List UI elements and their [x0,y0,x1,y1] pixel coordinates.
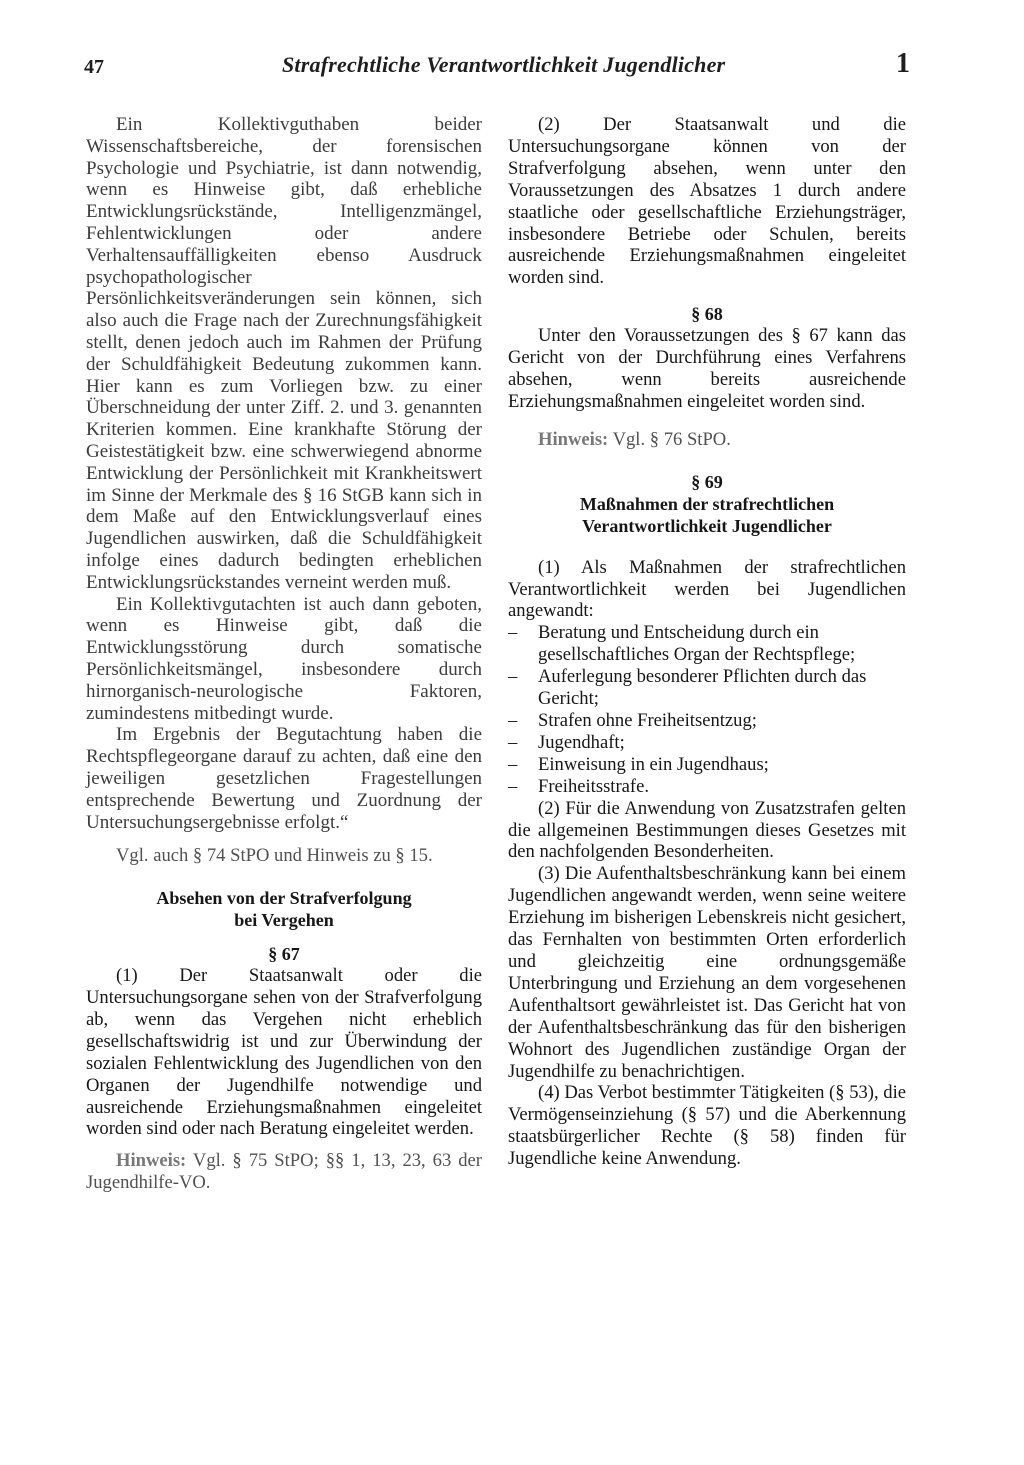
paragraph-heading-67: § 67 [268,944,300,965]
paragraph-heading-69: § 69 [691,471,723,492]
law-text-69-4: (4) Das Verbot bestimmter Tätigkeiten (§ 53), die Vermögenseinziehung (§ 57) und die Aberkennung staatsbürgerlicher Rechte (§ 58) finden für Jugendliche keine Anwendung. [508,1082,906,1170]
list-item: – Jugendhaft; [508,732,906,754]
running-title: Strafrechtliche Verantwortlichkeit Jugendlicher [282,52,726,77]
left-column [86,114,482,1194]
chapter-number: 1 [896,48,910,79]
list-item: – Strafen ohne Freiheitsentzug; [508,710,906,732]
hint-label: Hinweis: [116,1150,187,1172]
law-text-67-1: (1) Der Staatsanwalt oder die Untersuchungsorgane sehen von der Strafverfolgung ab, wenn das Vergehen nicht erheblich gesellschaftswidrig ist und zur Überwindung der sozialen Fehlentwicklung des Jugendlichen von den Organen der Jugendhilfe notwendige und ausreichende Erziehungsmaßnahmen eingeleitet worden sind oder nach Beratung eingeleitet werden. [86,965,482,1140]
list-item: – Freiheitsstrafe. [508,776,906,798]
law-text-68: Unter den Voraussetzungen des § 67 kann das Gericht von der Durchführung eines Verfahrens absehen, wenn bereits ausreichende Erziehungsmaßnahmen eingeleitet worden sind. [508,325,906,412]
list-item: – Einweisung in ein Jugendhaus; [508,754,906,776]
hint-label: Hinweis: [538,428,609,450]
paragraph-title-69: Maßnahmen der strafrechtlichen [579,493,835,514]
law-text-69-2: (2) Für die Anwendung von Zusatzstrafen gelten die allgemeinen Bestimmungen dieses Gesetzes mit den nachfolgenden Besonderheiten. [508,797,906,863]
hint-67 [86,1150,482,1194]
section-title [86,887,482,931]
cross-reference: Vgl. auch § 74 StPO und Hinweis zu § 15. [116,845,433,867]
law-text-69-1: (1) Als Maßnahmen der strafrechtlichen Verantwortlichkeit werden bei Jugendlichen angewandt: [508,556,906,622]
paragraph-heading-68: § 68 [691,304,723,325]
list-item: – Beratung und Entscheidung durch ein gesellschaftliches Organ der Rechtspflege; [508,622,906,666]
law-text-67-2: (2) Der Staatsanwalt und die Untersuchungsorgane können von der Strafverfolgung absehen, wenn unter den Voraussetzungen des Absatzes 1 durch andere staatliche oder gesellschaftliche Erziehungsträger, insbesondere Betriebe oder Schulen, bereits ausreichende Erziehungsmaßnahmen eingeleitet worden sind. [508,114,906,289]
page-number: 47 [84,56,104,78]
law-text-69-3: (3) Die Aufenthaltsbeschränkung kann bei einem Jugendlichen angewandt werden, wenn seine weitere Erziehung im bisherigen Lebenskreis nicht gesichert, das Fernhalten von bestimmten Orten erforderlich und gleichzeitig eine ordnungsgemäße Unterbringung und Erziehung an dem vorgesehenen Aufenthaltsort gewährleistet ist. Das Gericht hat von der Aufenthaltsbeschränkung das für den bisherigen Wohnort des Jugendlichen zuständige Organ der Jugendhilfe zu benachrichtigen. [508,863,906,1082]
hint-text: Vgl. § 76 StPO. [612,428,731,450]
paragraph-title-69: Verantwortlichkeit Jugendlicher [582,515,832,536]
right-column [508,114,906,1170]
commentary-paragraph: Im Ergebnis der Begutachtung haben die Rechtspflegeorgane darauf zu achten, daß eine den jeweiligen gesetzlichen Fragestellungen entsprechende Bewertung und Zuordnung der Untersuchungsergebnisse erfolgt.“ [86,724,482,833]
commentary-paragraph: Ein Kollektivguthaben beider Wissenschaftsbereiche, der forensischen Psychologie und Psychiatrie, ist dann notwendig, wenn es Hinweise gibt, daß erhebliche Entwicklungsrückstände, Intelligenzmängel, Fehlentwicklungen oder andere Verhaltensauffälligkeiten ebenso Ausdruck psychopathologischer Persönlichkeitsveränderungen sein können, sich also auch die Frage nach der Zurechnungsfähigkeit stellt, denen jedoch auch im Rahmen der Prüfung der Schuldfähigkeit Bedeutung zukommen kann. Hier kann es zum Vorliegen bzw. zu einer Überschneidung der unter Ziff. 2. und 3. genannten Kriterien kommen. Eine krankhafte Störung der Geistestätigkeit bzw. eine schwerwiegend abnorme Entwicklung der Persönlichkeit mit Krankheitswert im Sinne der Merkmale des § 16 StGB kann sich in dem Maße auf den Entwicklungsverlauf eines Jugendlichen auswirken, daß die Schuldfähigkeit infolge eines dadurch bedingten erheblichen Entwicklungsrückstandes verneint werden muß. [86,114,482,593]
list-item: – Auferlegung besonderer Pflichten durch das Gericht; [508,666,906,710]
section-title-line: Absehen von der Strafverfolgung [156,888,412,909]
hint-text: Vgl. § 75 StPO; §§ 1, 13, 23, 63 der Jugendhilfe-VO. [86,1150,482,1194]
measures-list [508,622,906,797]
commentary-paragraph: Ein Kollektivgutachten ist auch dann geboten, wenn es Hinweise gibt, daß die Entwicklungsstörung durch somatische Persönlichkeitsmängel, insbesondere durch hirnorganisch-neurologische Faktoren, zumindestens mitbedingt wurde. [86,593,482,724]
hint-68 [508,429,906,451]
section-title-line: bei Vergehen [234,910,334,931]
page-header [0,48,1024,84]
